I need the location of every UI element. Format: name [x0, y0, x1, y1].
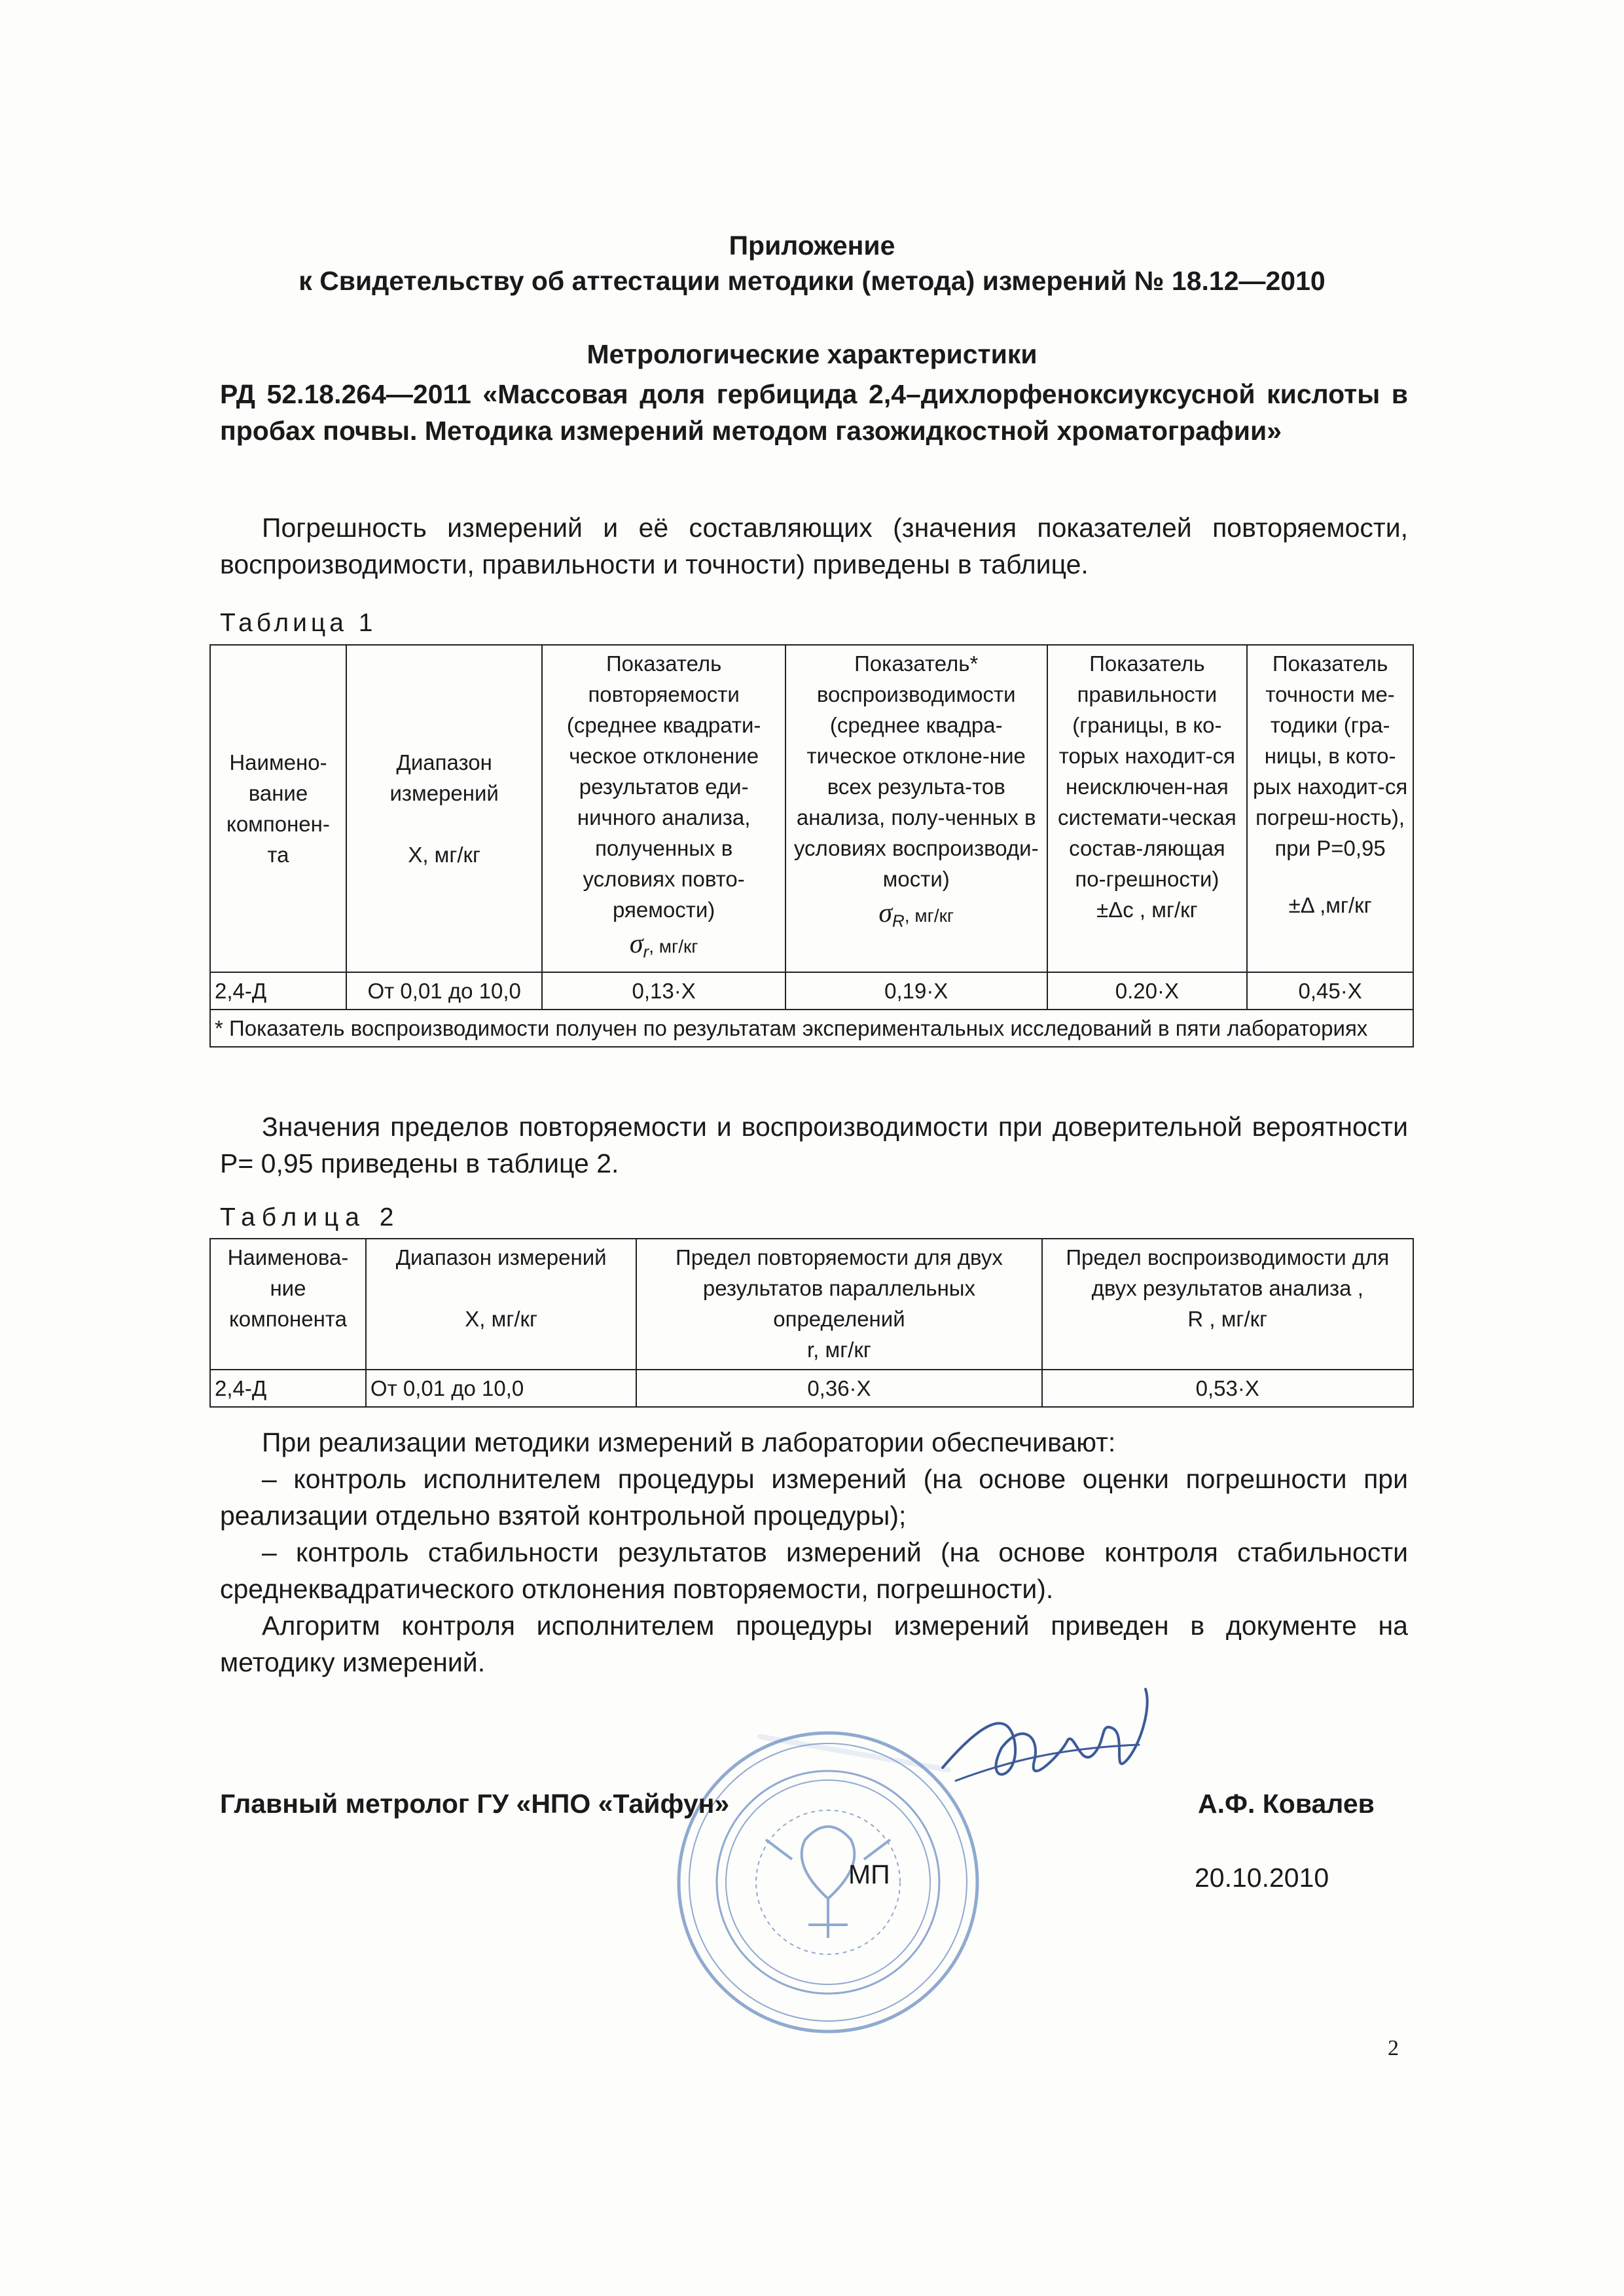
- control-paragraphs: [220, 1424, 1408, 1681]
- table2-header-row: [210, 1239, 1413, 1370]
- header-accuracy-symbol: ±Δ ,мг/кг: [1288, 893, 1372, 917]
- control-intro: При реализации методики измерений в лаборатории обеспечивают:: [262, 1427, 1116, 1457]
- header-repeatability-symbol: [547, 929, 780, 968]
- cell-accuracy: 0,45·Х: [1247, 972, 1413, 1010]
- document-title: РД 52.18.264—2011 «Массовая доля гербицида 2,4–дихлорфеноксиуксусной кислоты в пробах почвы. Методика измерений методом газожидкостной хроматографии»: [220, 379, 1408, 446]
- cell-component: 2,4-Д: [210, 972, 346, 1010]
- signature-date: 20.10.2010: [1195, 1863, 1329, 1893]
- control-item-2: – контроль стабильности результатов измерений (на основе контроля стабильности среднеквадратического отклонения повторяемости, погрешности).: [220, 1537, 1408, 1604]
- sigma-r-symbol: σ: [629, 929, 643, 959]
- cell-reproducibility: 0,19·Х: [785, 972, 1047, 1010]
- signatory-title: Главный метролог ГУ «НПО «Тайфун»: [220, 1789, 730, 1819]
- sigma-r-unit: , мг/кг: [649, 936, 698, 957]
- t2-header-reprod-limit: [1042, 1239, 1413, 1370]
- header-reproducibility-text: Показатель* воспроизводимости (среднее квадра-тическое отклоне-ние всех результа-тов анализа, полу-ченных в условиях воспроизводи-мости): [793, 651, 1039, 891]
- table2: [209, 1238, 1414, 1408]
- t2-cell-reprod-limit: 0,53·Х: [1042, 1370, 1413, 1407]
- intro-paragraph: [220, 509, 1408, 583]
- header-repeatability-text: Показатель повторяемости (среднее квадрати-ческое отклонение результатов еди-ничного анализа, полученных в условиях повто-ряемости): [566, 651, 761, 922]
- t2-header-range-text: Диапазон измерений: [395, 1245, 607, 1269]
- t2-header-range-unit: Х, мг/кг: [465, 1307, 537, 1331]
- limits-paragraph: [220, 1108, 1408, 1182]
- page-number: 2: [1388, 2036, 1399, 2060]
- t2-cell-range: От 0,01 до 10,0: [366, 1370, 636, 1407]
- header-reproducibility: [785, 645, 1047, 972]
- table-row: [210, 972, 1413, 1010]
- t2-cell-repeat-limit: 0,36·Х: [636, 1370, 1041, 1407]
- header-range-text: Диапазон измерений: [389, 750, 499, 805]
- header-accuracy-text: Показатель точности ме-тодики (гра-ницы, в кото-рых находит-ся погреш-ность), при Р=0,95: [1252, 651, 1408, 860]
- cell-trueness: 0.20·Х: [1047, 972, 1248, 1010]
- header-range-unit: Х, мг/кг: [408, 843, 481, 867]
- t2-header-range: [366, 1239, 636, 1370]
- header-range: [346, 645, 543, 972]
- handwritten-signature: [929, 1683, 1165, 1813]
- appendix-heading: Приложение: [729, 230, 895, 261]
- header-component-text: Наимено-вание компонен-та: [226, 750, 330, 867]
- seal-place-label: МП: [848, 1859, 890, 1889]
- sigma-R-unit: , мг/кг: [904, 905, 954, 926]
- table1-footnote: * Показатель воспроизводимости получен по результатам экспериментальных исследований в пяти лабораториях: [210, 1010, 1413, 1047]
- t2-header-component: Наименова-ние компонента: [210, 1239, 366, 1370]
- limits-text: Значения пределов повторяемости и воспроизводимости при доверительной вероятности Р= 0,95 приведены в таблице 2.: [220, 1112, 1408, 1178]
- certificate-heading: к Свидетельству об аттестации методики (метода) измерений № 18.12—2010: [298, 266, 1326, 296]
- header-component: [210, 645, 346, 972]
- t2-header-repeat-limit-text: Предел повторяемости для двух результатов параллельных определений: [676, 1245, 1003, 1331]
- header-reproducibility-symbol: [790, 898, 1043, 937]
- cell-range: От 0,01 до 10,0: [346, 972, 543, 1010]
- sigma-R-subscript: R: [892, 911, 905, 931]
- table-row: [210, 1370, 1413, 1407]
- t2-header-reprod-limit-text: Предел воспроизводимости для двух результатов анализа ,: [1066, 1245, 1390, 1300]
- control-item-1: – контроль исполнителем процедуры измерений (на основе оценки погрешности при реализации отдельно взятой контрольной процедуры);: [220, 1464, 1408, 1531]
- table1-caption: Таблица 1: [220, 609, 377, 637]
- t2-cell-component: 2,4-Д: [210, 1370, 366, 1407]
- control-algorithm: Алгоритм контроля исполнителем процедуры измерений приведен в документе на методику измерений.: [220, 1611, 1408, 1677]
- metrology-heading: Метрологические характеристики: [586, 339, 1038, 369]
- table2-caption: Таблица 2: [220, 1203, 401, 1231]
- t2-header-repeat-limit: [636, 1239, 1041, 1370]
- sigma-r-subscript: r: [643, 941, 649, 962]
- t2-header-reprod-limit-unit: R , мг/кг: [1187, 1307, 1268, 1331]
- table1: [209, 644, 1414, 1048]
- t2-header-repeat-limit-unit: r, мг/кг: [807, 1338, 871, 1362]
- header-trueness-text: Показатель правильности (границы, в ко-торых находит-ся неисключен-ная системати-ческая состав-ляющая по-грешности): [1057, 651, 1236, 891]
- header-trueness-symbol: ±Δс , мг/кг: [1096, 898, 1198, 922]
- cell-repeatability: 0,13·Х: [542, 972, 785, 1010]
- header-accuracy: [1247, 645, 1413, 972]
- signatory-name: А.Ф. Ковалев: [1198, 1789, 1375, 1819]
- sigma-R-symbol: σ: [878, 898, 893, 928]
- table1-footnote-row: [210, 1010, 1413, 1047]
- header-repeatability: [542, 645, 785, 972]
- intro-text: Погрешность измерений и её составляющих (значения показателей повторяемости, воспроизводимости, правильности и точности) приведены в таблице.: [220, 513, 1408, 579]
- header-trueness: [1047, 645, 1248, 972]
- table1-header-row: [210, 645, 1413, 972]
